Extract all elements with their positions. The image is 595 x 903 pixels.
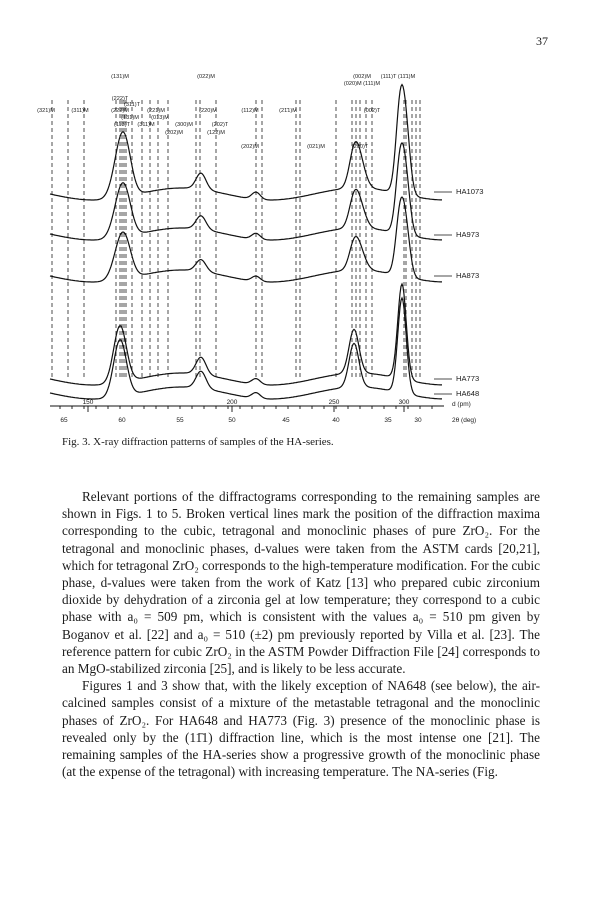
diffraction-curve xyxy=(50,143,442,240)
theta-axis-label: 2θ (deg) xyxy=(452,417,477,424)
theta-tick-label: 50 xyxy=(228,417,236,424)
peak-label: (002)M xyxy=(353,74,371,80)
theta-tick-label: 60 xyxy=(118,417,126,424)
paragraph: Relevant portions of the diffractograms corresponding to the remaining samples are shown in Figs. 1 to 5. Broken vertical lines mark the position of the diffraction maxima corresponding to the cubic, tetragonal and monoclinic phases of pure ZrO₂. For the tetragonal and monoclinic phases, d-values were taken from the ASTM cards [20,21], which for tetragonal ZrO₂ corresponds to the high-temperature modification. For the cubic phase, d-values were taken from the work of Katz [13] who prepared cubic zirconium dioxide by dehydration of a zirconia gel at low temperature; they correspond to a cubic phase with a₀ = 509 pm, which is consistent with the values a₀ = 510 pm given by Boganov et al. [22] and a₀ = 510 (±2) pm previously reported by Villa et al. [23]. The reference pattern for cubic ZrO₂ in the ASTM Powder Diffraction File [24] corresponds to an MgO-stabilized zirconia [25], and is likely to be less accurate. xyxy=(62,489,540,677)
peak-label: (112)M xyxy=(241,108,259,114)
d-tick-label: 300 xyxy=(398,399,410,406)
peak-label: (131)M xyxy=(111,74,129,80)
peak-labels xyxy=(37,74,415,150)
peak-label: (321)M xyxy=(37,108,55,114)
figure-caption: Fig. 3. X-ray diffraction patterns of samples of the HA-series. xyxy=(62,436,334,448)
peak-label: (113)T xyxy=(113,122,131,128)
d-tick-label: 150 xyxy=(82,399,94,406)
peak-label: (131)M xyxy=(121,115,139,121)
peak-label: (202)T xyxy=(211,122,229,128)
peak-label: (21̄1)M xyxy=(279,108,297,114)
peak-label: (020)M (111)M xyxy=(343,81,381,87)
d-tick-label: 200 xyxy=(226,399,238,406)
peak-label: (311)M xyxy=(137,122,155,128)
peak-label: (311)M xyxy=(71,108,89,114)
paragraph: Figures 1 and 3 show that, with the likely exception of NA648 (see below), the air-calcined samples consist of a mixture of the metastable tetragonal and the monoclinic phases of ZrO₂. For HA648 and HA773 (Fig. 3) presence of the monoclinic phase is revealed only by the (11̄1) diffraction line, which is the most intense one [21]. The remaining samples of the HA-series show a progressive growth of the monoclinic phase (at the expense of the tetragonal) with increasing temperature. The NA-series (Fig. xyxy=(62,678,540,780)
peak-label: (002)T xyxy=(363,108,381,114)
peak-label: (013)M xyxy=(151,115,169,121)
body-text xyxy=(62,488,540,780)
theta-tick-label: 45 xyxy=(282,417,290,424)
diffraction-curve xyxy=(50,284,442,385)
peak-label: (221)M xyxy=(147,108,165,114)
d-axis-label: d (pm) xyxy=(452,401,471,408)
page-number: 37 xyxy=(536,34,548,48)
peak-label: (200)T xyxy=(351,144,369,150)
reference-broken-lines xyxy=(52,100,420,378)
axes xyxy=(50,399,476,424)
peak-label: (311)T xyxy=(123,102,141,108)
curve-label: HA1073 xyxy=(456,187,484,196)
d-tick-label: 250 xyxy=(328,399,340,406)
peak-label: (222)M xyxy=(111,108,129,114)
theta-tick-label: 65 xyxy=(60,417,68,424)
diffraction-curve xyxy=(50,197,442,282)
curve-label: HA873 xyxy=(456,271,480,280)
theta-tick-label: 35 xyxy=(384,417,392,424)
curve-label: HA773 xyxy=(456,374,480,383)
theta-tick-label: 30 xyxy=(414,417,422,424)
xrd-figure xyxy=(0,60,595,435)
peak-label: (222)T xyxy=(111,96,129,102)
curve-label: HA648 xyxy=(456,389,480,398)
peak-label: (300)M xyxy=(175,122,193,128)
peak-label: (220)M xyxy=(199,108,217,114)
peak-label: (022)M xyxy=(197,74,215,80)
curve-label: HA973 xyxy=(456,230,480,239)
peak-label: (202)M xyxy=(165,130,183,136)
diffraction-curves xyxy=(50,85,442,399)
peak-label: (202)M xyxy=(241,144,259,150)
diffraction-curve xyxy=(50,85,442,200)
theta-tick-label: 55 xyxy=(176,417,184,424)
curve-labels xyxy=(434,187,483,398)
peak-label: (021)M xyxy=(307,144,325,150)
peak-label: (111)T (11̄1)M xyxy=(380,74,416,80)
theta-tick-label: 40 xyxy=(332,417,340,424)
peak-label: (122)M xyxy=(207,130,225,136)
diffraction-curve xyxy=(50,298,442,399)
